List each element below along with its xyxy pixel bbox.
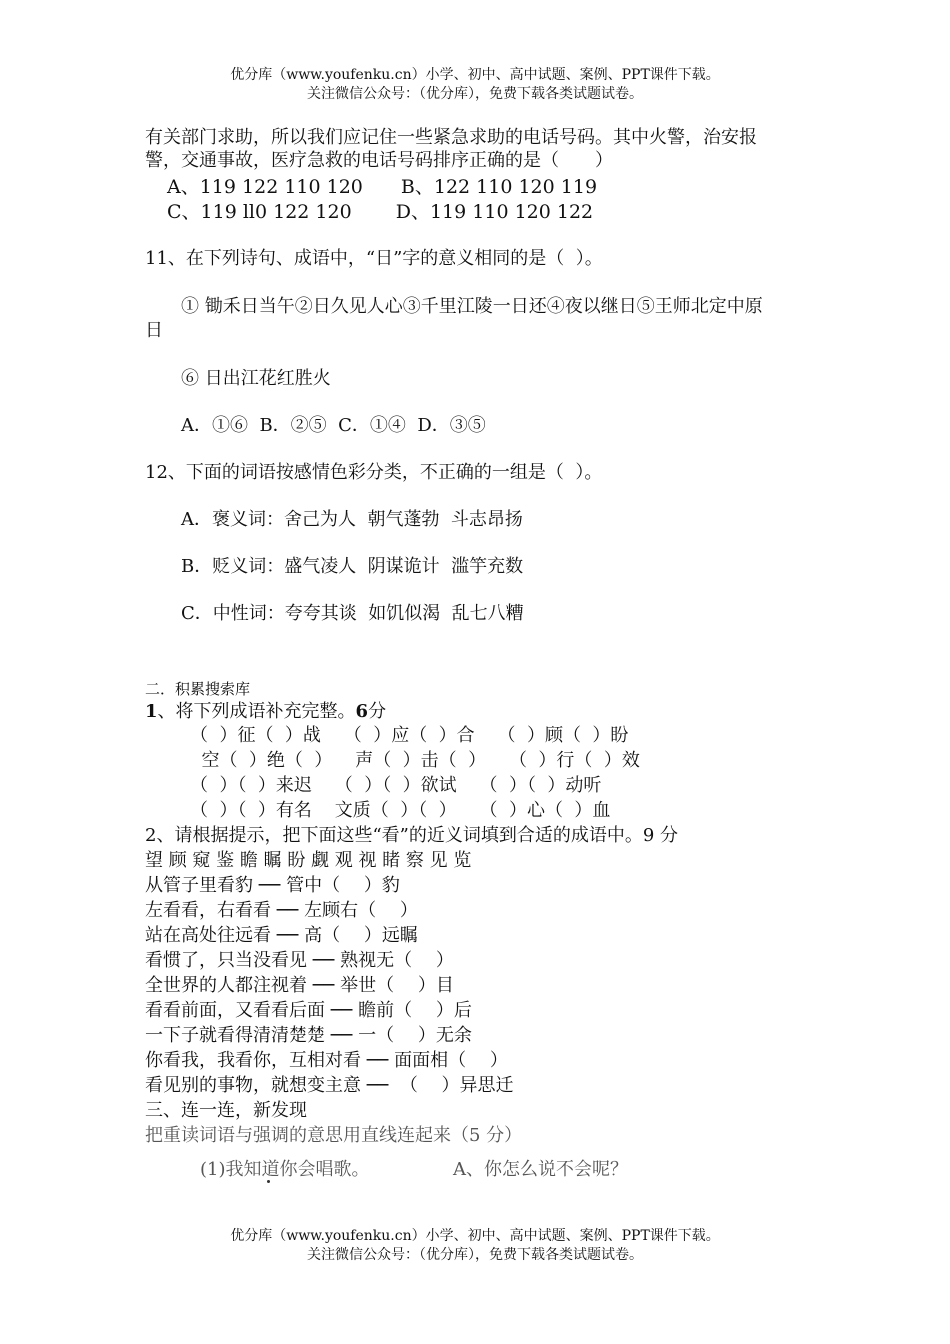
section2-q1-number: 1 [145,701,158,722]
kan-line-9: 看见别的事物，就想变主意 ── （ ）异思迁 [145,1075,514,1096]
footer-line-2: 关注微信公众号：（优分库），免费下载各类试题试卷。 [307,1247,643,1263]
idiom-row-4: （ ）（ ）有名 文质（ ）（ ） （ ）心（ ）血 [190,800,611,821]
kan-line-4: 看惯了，只当没看见 ── 熟视无（ ） [145,950,454,971]
q12-option-c: C．中性词：夸夸其谈 如饥似渴 乱七八糟 [181,603,524,624]
q12-stem: 12、下面的词语按感情色彩分类，不正确的一组是（ ）。 [145,462,603,483]
kan-line-6: 看看前面，又看看后面 ── 瞻前（ ）后 [145,1000,472,1021]
q10-options-ab: A、119 122 110 120 B、122 110 120 119 [167,176,598,198]
section3-instruction: 把重读词语与强调的意思用直线连起来（5 分） [145,1125,523,1146]
q10-text-line-2: 警，交通事故，医疗急救的电话号码排序正确的是（ ） [145,150,613,171]
idiom-row-2: 空（ ）绝（ ） 声（ ）击（ ） （ ）行（ ）效 [190,750,640,771]
section3-title: 三、连一连，新发现 [145,1100,307,1121]
section2-q2-words: 望 顾 窥 鉴 瞻 瞩 盼 觑 观 视 睹 察 见 览 [145,850,472,871]
q10-text-line-1: 有关部门求助，所以我们应记住一些紧急求助的电话号码。其中火警，治安报 [145,127,757,148]
section2-title: 二．积累搜索库 [145,680,251,698]
stress-mark-dot [267,1180,270,1183]
page-header [0,66,950,104]
section2-q1-stem [145,700,386,724]
kan-line-1: 从管子里看豹 ── 管中（ ）豹 [145,875,400,896]
section2-q1-score: 6 [355,701,369,722]
footer-line-1: 优分库（www.youfenku.cn）小学、初中、高中试题、案例、PPT课件下载。 [230,1228,720,1244]
header-line-2: 关注微信公众号：（优分库），免费下载各类试题试卷。 [307,86,643,102]
q10-options-cd: C、119 ll0 122 120 D、119 110 120 122 [167,201,594,223]
idiom-row-1: （ ）征（ ）战 （ ）应（ ）合 （ ）顾（ ）盼 [190,725,629,746]
kan-line-3: 站在高处往远看 ── 高（ ）远瞩 [145,925,418,946]
section2-q2-stem: 2、请根据提示，把下面这些“看”的近义词填到合适的成语中。9 分 [145,825,679,846]
kan-line-7: 一下子就看得清清楚楚 ── 一（ ）无余 [145,1025,472,1046]
section3-right-item-a: A、你怎么说不会呢？ [453,1159,628,1180]
q12-option-b: B．贬义词：盛气凌人 阴谋诡计 滥竽充数 [181,556,524,577]
page-footer [0,1227,950,1265]
section3-left-item-1: (1)我知道你会唱歌。 [200,1159,370,1180]
q11-stem: 11、在下列诗句、成语中，“日”字的意义相同的是（ ）。 [145,248,603,269]
q11-options: A．①⑥ B．②⑤ C．①④ D．③⑤ [181,415,486,436]
section2-q1-unit: 分 [368,701,387,722]
header-line-1: 优分库（www.youfenku.cn）小学、初中、高中试题、案例、PPT课件下载。 [230,67,720,83]
kan-line-8: 你看我，我看你，互相对看 ── 面面相（ ） [145,1050,508,1071]
q11-items-wrap: 日 [145,320,163,341]
kan-line-5: 全世界的人都注视着 ── 举世（ ）目 [145,975,454,996]
kan-line-2: 左看看，右看看 ── 左顾右（ ） [145,900,418,921]
q11-items-line-1: ① 锄禾日当午②日久见人心③千里江陵一日还④夜以继日⑤王师北定中原 [181,296,763,317]
q11-items-line-2: ⑥ 日出江花红胜火 [181,368,331,389]
idiom-row-3: （ ）（ ）来迟 （ ）（ ）欲试 （ ）（ ）动听 [190,775,602,796]
section2-q1-text: 、将下列成语补充完整。 [157,701,356,722]
q12-option-a: A．褒义词：舍己为人 朝气蓬勃 斗志昂扬 [181,509,523,530]
